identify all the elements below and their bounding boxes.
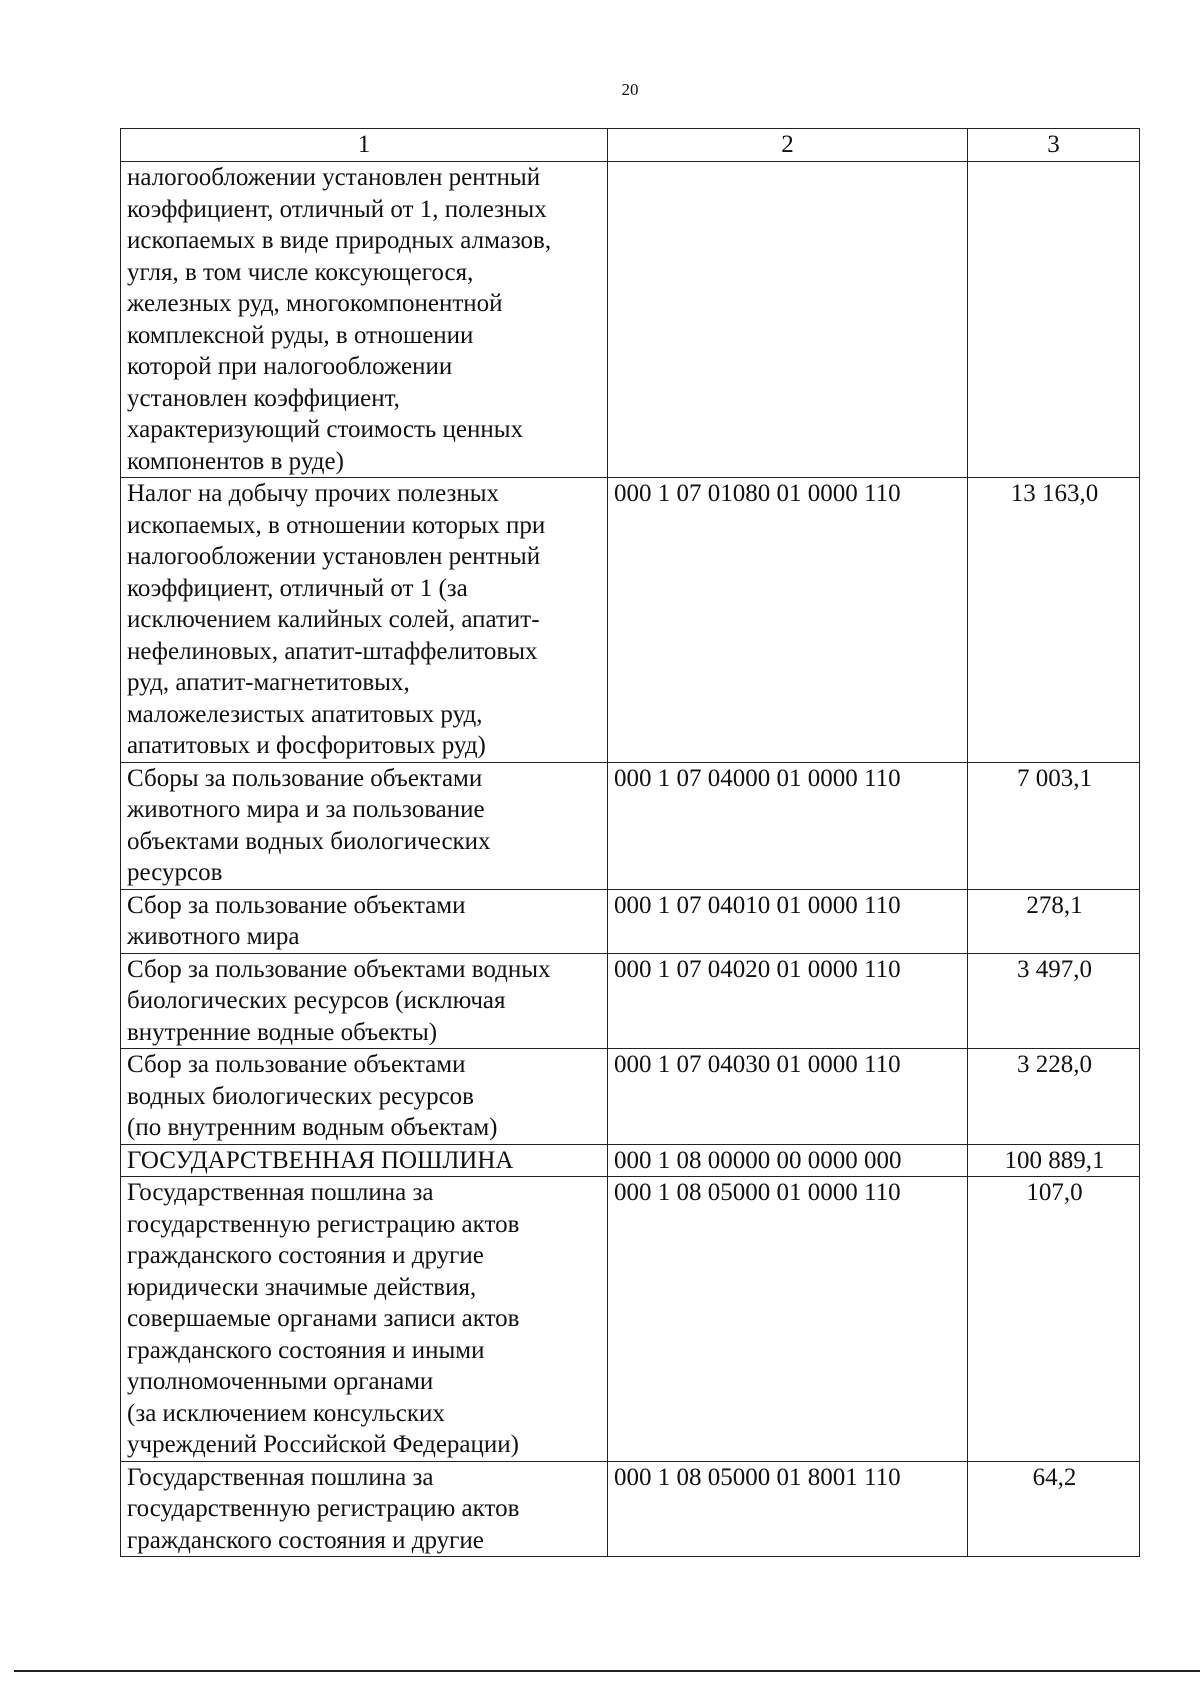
row-name-cell: ГОСУДАРСТВЕННАЯ ПОШЛИНА [121,1144,608,1177]
row-amount-cell: 3 497,0 [968,953,1140,1049]
row-code-cell: 000 1 08 00000 00 0000 000 [608,1144,968,1177]
table-row [121,1049,1140,1145]
row-name-cell: Сбор за пользование объектами водных биологических ресурсов (по внутренним водным объектам) [121,1049,608,1145]
table-row [121,1461,1140,1557]
row-name-cell: Государственная пошлина за государственную регистрацию актов гражданского состояния и другие [121,1461,608,1557]
row-code-cell: 000 1 07 04010 01 0000 110 [608,889,968,953]
table-body [121,162,1140,1557]
row-amount-cell: 64,2 [968,1461,1140,1557]
row-code-cell: 000 1 07 01080 01 0000 110 [608,478,968,763]
row-code-cell: 000 1 07 04000 01 0000 110 [608,762,968,889]
table-row [121,478,1140,763]
budget-table [120,128,1140,1557]
row-code-cell: 000 1 08 05000 01 0000 110 [608,1177,968,1462]
bottom-divider [14,1670,1200,1672]
row-name-cell: налогообложении установлен рентный коэффициент, отличный от 1, полезных ископаемых в виде природных алмазов, угля, в том числе коксующегося, железных руд, многокомпонентной комплексной руды, в отношении которой при налогообложении установлен коэффициент, характеризующий стоимость ценных компонентов в руде) [121,162,608,478]
row-amount-cell [968,162,1140,478]
row-amount-cell: 7 003,1 [968,762,1140,889]
row-amount-cell: 278,1 [968,889,1140,953]
row-name-cell: Налог на добычу прочих полезных ископаемых, в отношении которых при налогообложении установлен рентный коэффициент, отличный от 1 (за исключением калийных солей, апатит- нефелиновых, апатит-штаффелитовых руд, апатит-магнетитовых, маложелезистых апатитовых руд, апатитовых и фосфоритовых руд) [121,478,608,763]
row-name-cell: Государственная пошлина за государственную регистрацию актов гражданского состояния и другие юридически значимые действия, совершаемые органами записи актов гражданского состояния и иными уполномоченными органами (за исключением консульских учреждений Российской Федерации) [121,1177,608,1462]
table-row [121,1144,1140,1177]
column-header-3: 3 [968,129,1140,162]
row-code-cell [608,162,968,478]
row-code-cell: 000 1 08 05000 01 8001 110 [608,1461,968,1557]
row-amount-cell: 3 228,0 [968,1049,1140,1145]
row-name-cell: Сбор за пользование объектами животного мира [121,889,608,953]
row-code-cell: 000 1 07 04030 01 0000 110 [608,1049,968,1145]
row-amount-cell: 107,0 [968,1177,1140,1462]
table-row [121,762,1140,889]
table-row [121,889,1140,953]
header-row [121,129,1140,162]
column-header-1: 1 [121,129,608,162]
page-number: 20 [621,80,639,99]
row-name-cell: Сбор за пользование объектами водных биологических ресурсов (исключая внутренние водные объекты) [121,953,608,1049]
table-header [121,129,1140,162]
row-code-cell: 000 1 07 04020 01 0000 110 [608,953,968,1049]
column-header-2: 2 [608,129,968,162]
row-name-cell: Сборы за пользование объектами животного мира и за пользование объектами водных биологических ресурсов [121,762,608,889]
row-amount-cell: 100 889,1 [968,1144,1140,1177]
table-row [121,953,1140,1049]
row-amount-cell: 13 163,0 [968,478,1140,763]
table-row [121,162,1140,478]
table-row [121,1177,1140,1462]
